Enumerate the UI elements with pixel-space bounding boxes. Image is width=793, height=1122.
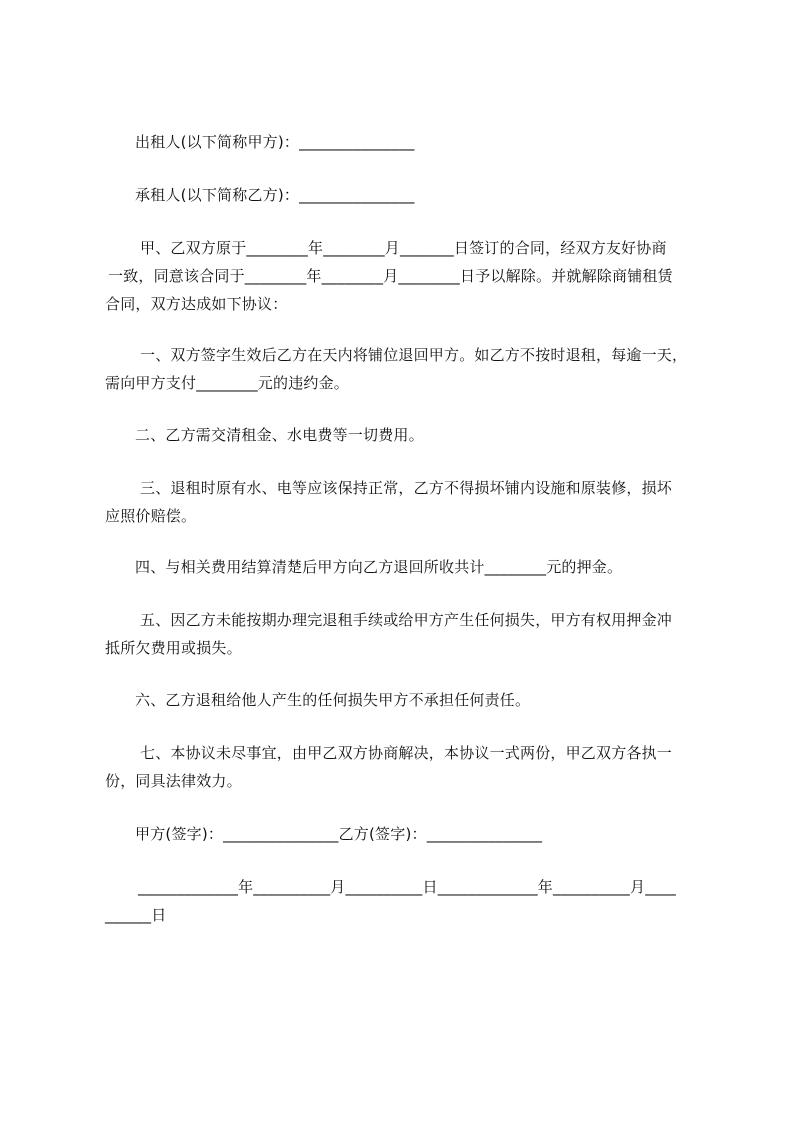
clause-5-line-2: 抵所欠费用或损失。 <box>105 639 242 657</box>
lessor-line: 出租人(以下简称甲方)：_______________ <box>135 133 415 151</box>
clause-3-line-1: 三、退租时原有水、电等应该保持正常，乙方不得损坏铺内设施和原装修，损坏 <box>140 479 673 497</box>
clause-7-line-1: 七、本协议未尽事宜，由甲乙双方协商解决，本协议一式两份，甲乙双方各执一 <box>140 744 673 762</box>
intro-line-3: 合同，双方达成如下协议： <box>105 295 288 313</box>
clause-2-line-1: 二、乙方需交清租金、水电费等一切费用。 <box>135 426 424 444</box>
clause-7-line-2: 份，同具法律效力。 <box>105 772 242 790</box>
clause-1-line-1: 一、双方签字生效后乙方在天内将铺位退回甲方。如乙方不按时退租，每逾一天， <box>140 346 688 364</box>
clause-1-line-2: 需向甲方支付________元的违约金。 <box>105 374 350 392</box>
intro-line-2: 一致，同意该合同于________年________月________日予以解除。并就解除商铺租赁 <box>108 267 673 285</box>
clause-6-line-1: 六、乙方退租给他人产生的任何损失甲方不承担任何责任。 <box>135 691 531 709</box>
intro-line-1: 甲、乙双方原于________年________月_______日签订的合同，经双方友好协商 <box>140 239 667 257</box>
clause-4-line-1: 四、与相关费用结算清楚后甲方向乙方退回所收共计________元的押金。 <box>135 558 623 576</box>
date-line-1: _____________年__________月__________日_____________年__________月____ <box>138 878 677 896</box>
date-line-2: ______日 <box>105 906 167 924</box>
clause-3-line-2: 应照价赔偿。 <box>105 507 197 525</box>
lessee-line: 承租人(以下简称乙方)：_______________ <box>135 186 415 204</box>
clause-5-line-1: 五、因乙方未能按期办理完退租手续或给甲方产生任何损失，甲方有权用押金冲 <box>140 611 673 629</box>
signature-line: 甲方(签字)：_______________乙方(签字)：_______________ <box>135 825 543 843</box>
